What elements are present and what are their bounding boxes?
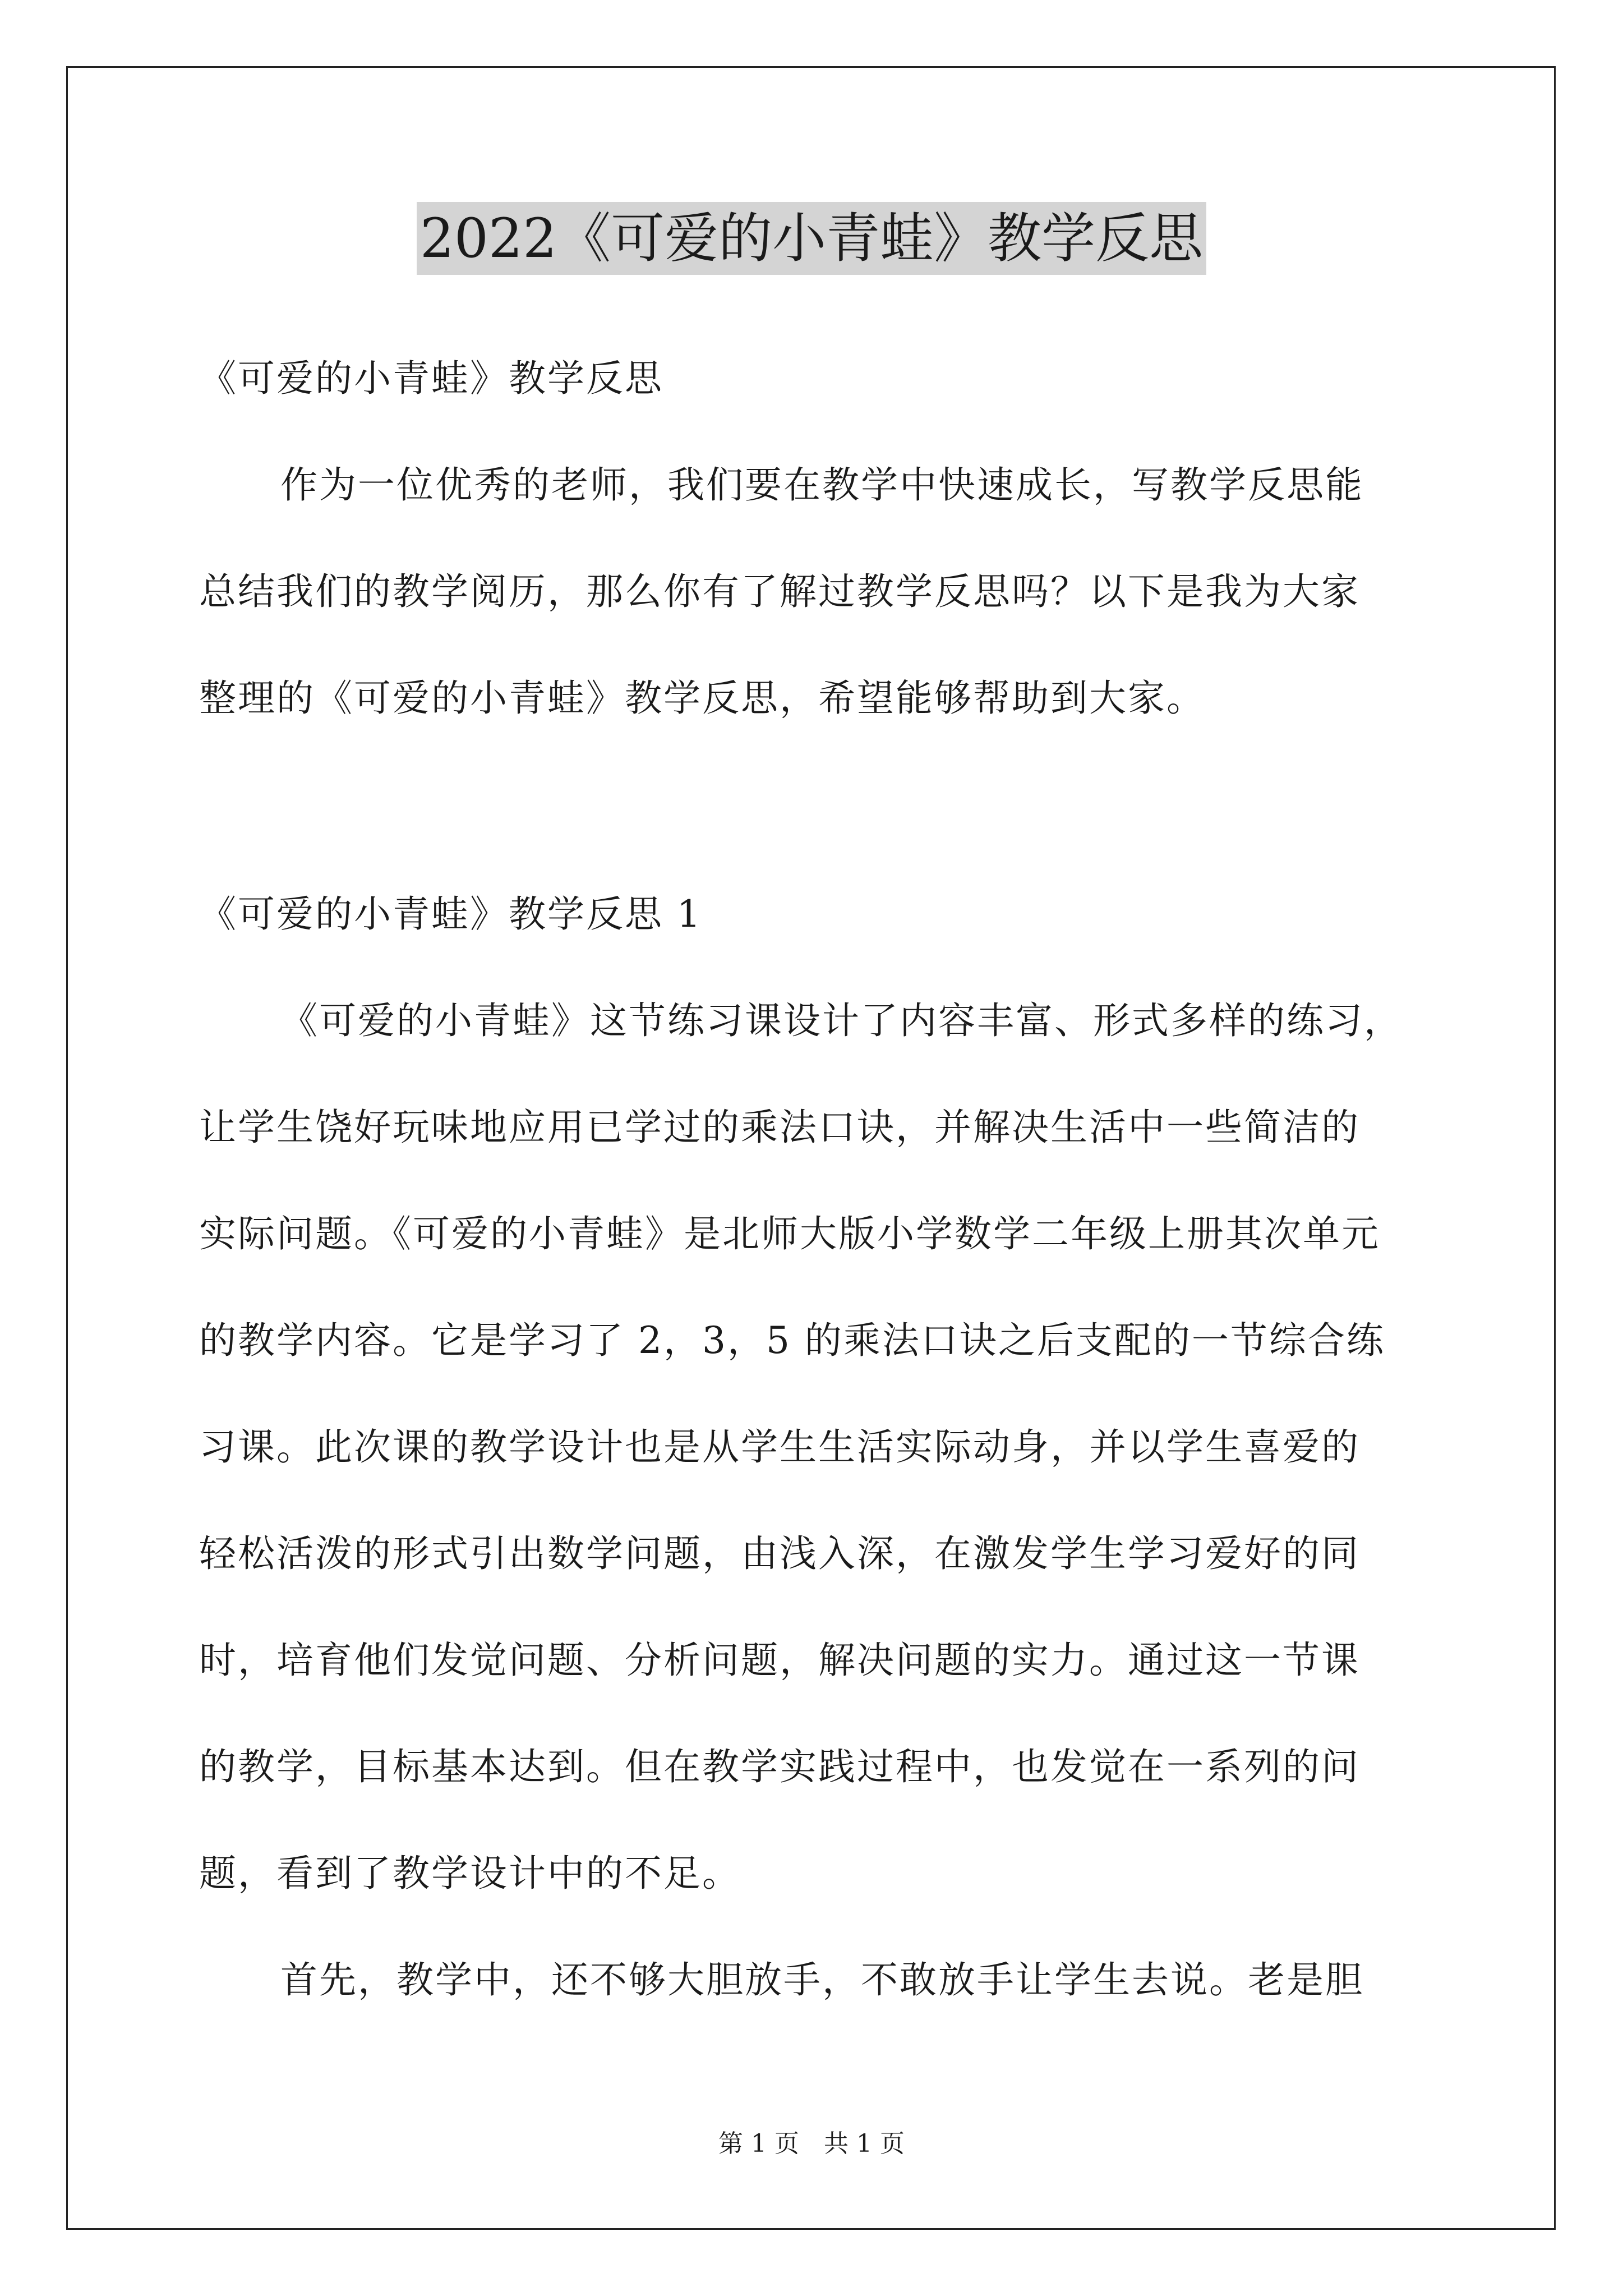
document-title-text: 2022《可爱的小青蛙》教学反思 [417, 202, 1206, 275]
body-line: 轻松活泼的形式引出数学问题，由浅入深，在激发学生学习爱好的同 [199, 1532, 1360, 1575]
body-line: 的教学内容。它是学习了 2，3，5 的乘法口诀之后支配的一节综合练 [199, 1319, 1385, 1362]
body-line: 的教学，目标基本达到。但在教学实践过程中，也发觉在一系列的问 [199, 1745, 1360, 1788]
body-line: 首先，教学中，还不够大胆放手，不敢放手让学生去说。老是胆 [280, 1958, 1364, 2001]
body-line: 习课。此次课的教学设计也是从学生生活实际动身，并以学生喜爱的 [199, 1425, 1360, 1469]
body-line: 实际问题。《可爱的小青蛙》是北师大版小学数学二年级上册其次单元 [199, 1212, 1380, 1255]
document-title [0, 202, 1623, 275]
intro-line: 作为一位优秀的老师，我们要在教学中快速成长，写教学反思能 [280, 463, 1364, 507]
page-footer: 第 1 页 共 1 页 [718, 2129, 905, 2158]
section-heading: 《可爱的小青蛙》教学反思 1 [199, 892, 702, 936]
body-line: 《可爱的小青蛙》这节练习课设计了内容丰富、形式多样的练习， [280, 999, 1403, 1042]
body-line: 题，看到了教学设计中的不足。 [199, 1852, 741, 1895]
body-line: 时，培育他们发觉问题、分析问题，解决问题的实力。通过这一节课 [199, 1639, 1360, 1682]
intro-line: 整理的《可爱的小青蛙》教学反思，希望能够帮助到大家。 [199, 677, 1205, 720]
intro-line: 总结我们的教学阅历，那么你有了解过教学反思吗？以下是我为大家 [199, 570, 1360, 613]
body-line: 让学生饶好玩味地应用已学过的乘法口诀，并解决生活中一些简洁的 [199, 1106, 1360, 1149]
document-subtitle: 《可爱的小青蛙》教学反思 [199, 357, 663, 400]
